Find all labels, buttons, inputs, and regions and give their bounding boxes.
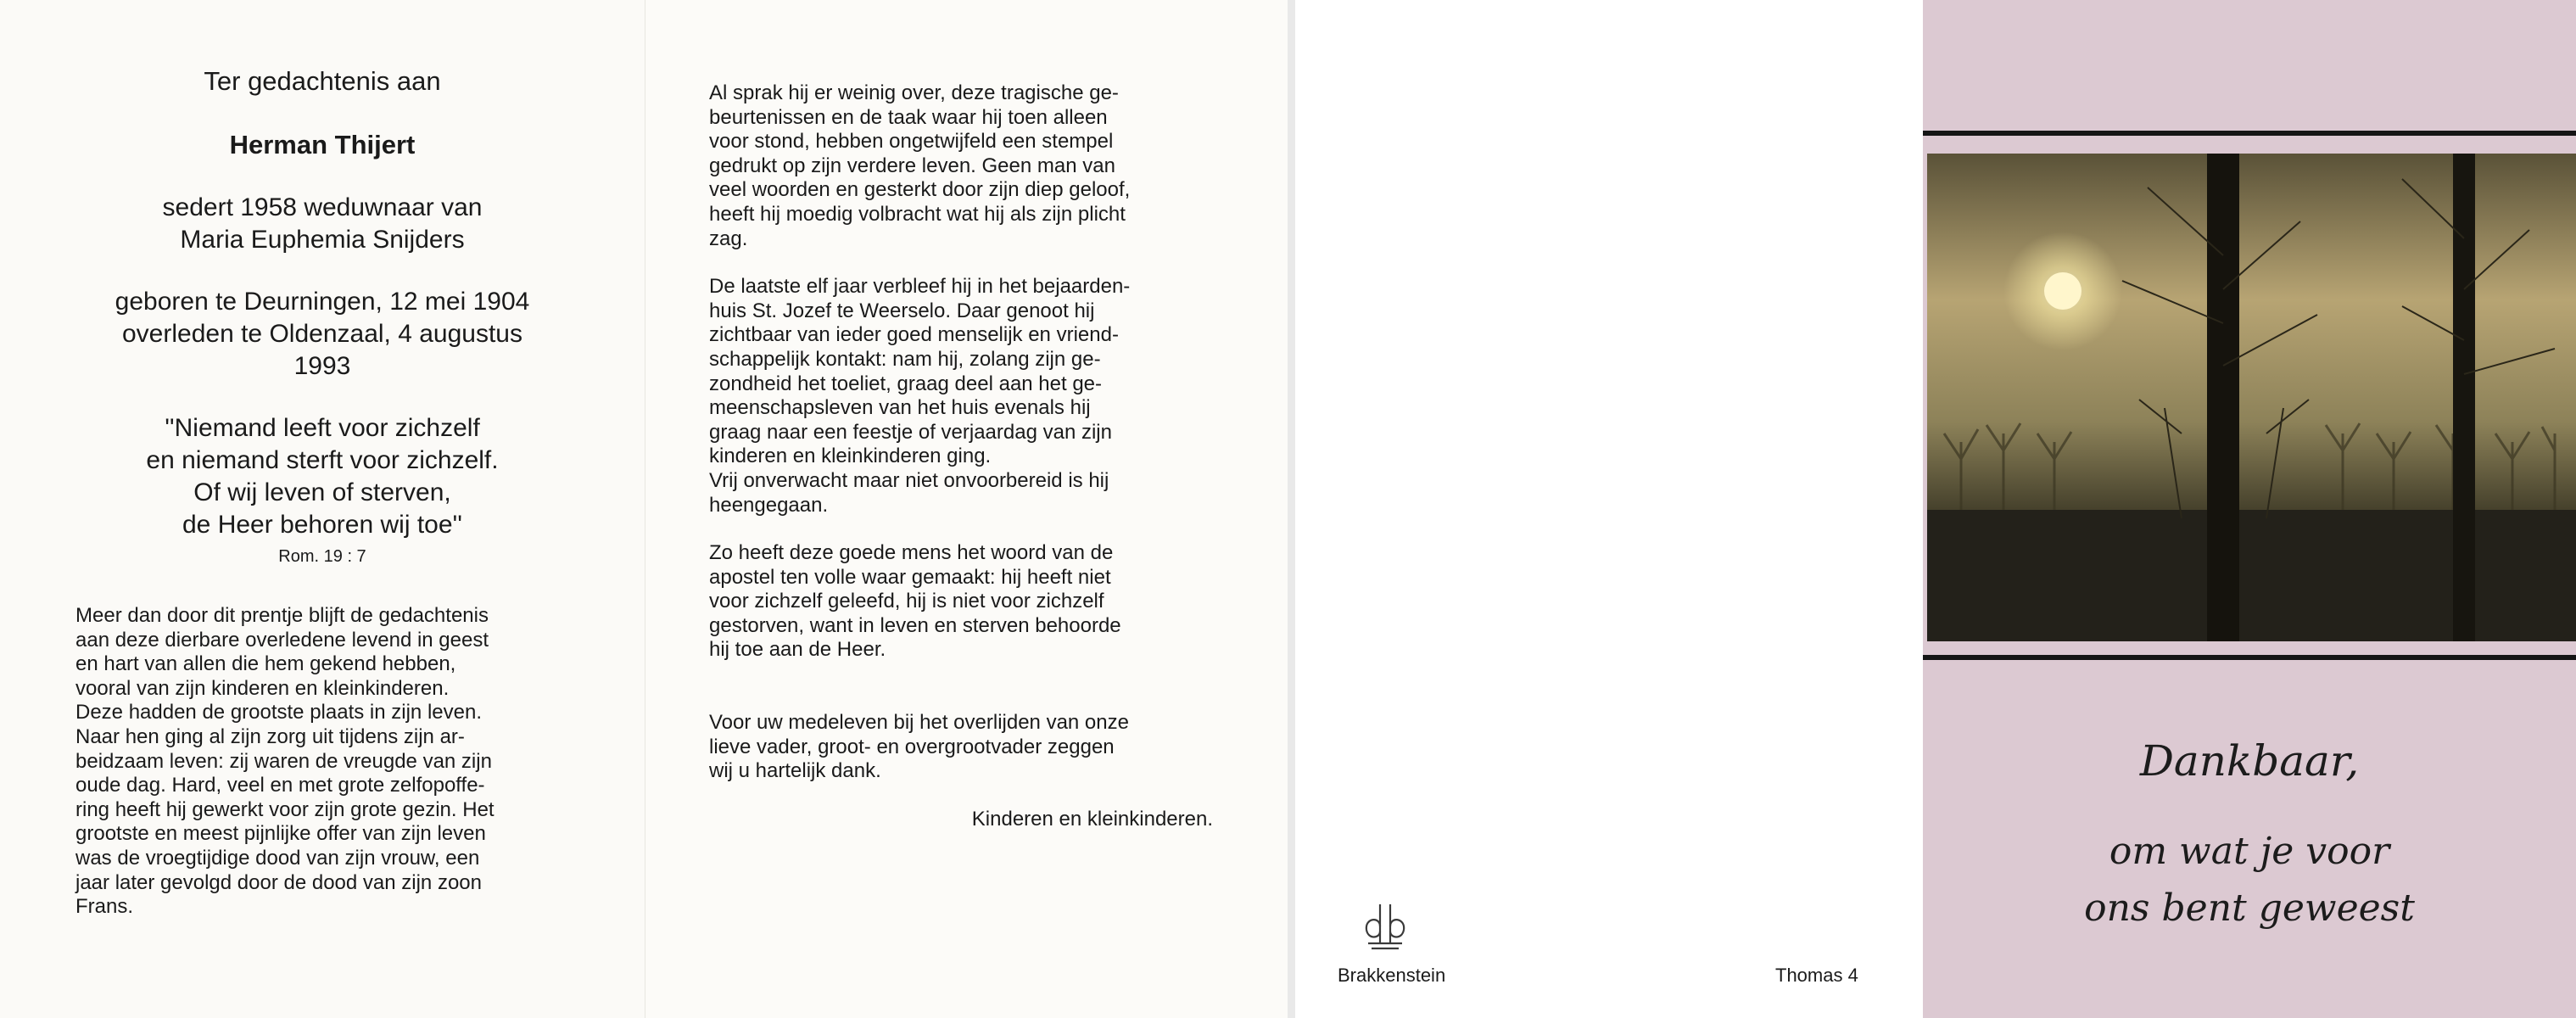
text-line: huis St. Jozef te Weerselo. Daar genoot hij xyxy=(709,299,1095,322)
text-line: Meer dan door dit prentje blijft de gedachtenis xyxy=(75,604,489,627)
text-line: Frans. xyxy=(75,895,134,919)
birth-line: geboren te Deurningen, 12 mei 1904 xyxy=(115,288,530,316)
death-line-1: overleden te Oldenzaal, 4 augustus xyxy=(122,320,522,348)
text-line: Vrij onverwacht maar niet onvoorbereid is hij xyxy=(709,468,1109,492)
text-line: vooral van zijn kinderen en kleinkinderen. xyxy=(75,676,450,700)
text-line: Deze hadden de grootste plaats in zijn leven. xyxy=(75,701,482,724)
quote-line: en niemand sterft voor zichzelf. xyxy=(146,446,499,474)
text-line: heengegaan. xyxy=(709,493,829,517)
card-panel-left xyxy=(0,0,645,1018)
text-line: zondheid het toeliet, graag deel aan het ge- xyxy=(709,372,1103,395)
publisher-name: Brakkenstein xyxy=(1338,965,1446,986)
quote-line: Of wij leven of sterven, xyxy=(193,478,451,506)
text-line: kinderen en kleinkinderen ging. xyxy=(709,445,992,468)
text-line: gedrukt op zijn verdere leven. Geen man van xyxy=(709,154,1115,177)
text-line: heeft hij moedig volbracht wat hij als zijn plicht xyxy=(709,202,1126,226)
card-front xyxy=(1923,0,2576,1018)
text-line: Naar hen ging al zijn zorg uit tijdens zijn ar- xyxy=(75,724,465,748)
text-line: voor stond, hebben ongetwijfeld een stempel xyxy=(709,130,1114,154)
text-line: voor zichzelf geleefd, hij is niet voor zichzelf xyxy=(709,590,1104,613)
text-line: De laatste elf jaar verbleef hij in het bejaarden- xyxy=(709,275,1131,299)
signature: Kinderen en kleinkinderen. xyxy=(971,807,1213,831)
text-line: lieve vader, groot- en overgrootvader zeggen xyxy=(709,735,1115,758)
text-line: aan deze dierbare overledene levend in geest xyxy=(75,628,489,652)
text-line: grootste en meest pijnlijke offer van zijn leven xyxy=(75,822,486,846)
card-code: Thomas 4 xyxy=(1775,965,1858,986)
text-line: Zo heeft deze goede mens het woord van de xyxy=(709,541,1114,565)
text-line: meenschapsleven van het huis evenals hij xyxy=(709,396,1091,420)
text-line: zag. xyxy=(709,227,748,250)
quote-reference: Rom. 19 : 7 xyxy=(278,547,366,566)
widower-line-1: sedert 1958 weduwnaar van xyxy=(162,193,483,221)
top-band xyxy=(1923,131,2576,136)
deceased-name: Herman Thijert xyxy=(229,130,416,159)
text-line: en hart van allen die hem gekend hebben, xyxy=(75,652,456,676)
text-line: apostel ten volle waar gemaakt: hij heeft niet xyxy=(709,565,1111,589)
text-line: beidzaam leven: zij waren de vreugde van zijn xyxy=(75,749,492,773)
quote-line: de Heer behoren wij toe'' xyxy=(182,511,462,539)
text-line: hij toe aan de Heer. xyxy=(709,638,886,662)
quote-line: ''Niemand leeft voor zichzelf xyxy=(165,414,480,442)
brakkenstein-logo-icon xyxy=(1361,901,1409,954)
script-line: om wat je voor xyxy=(2109,830,2390,873)
text-line: wij u hartelijk dank. xyxy=(709,759,881,783)
memorial-text-continued xyxy=(709,81,1213,831)
text-line: zichtbaar van ieder goed menselijk en vriend- xyxy=(709,323,1119,347)
death-line-2: 1993 xyxy=(293,352,351,380)
text-line: gestorven, want in leven en sterven behoorde xyxy=(709,613,1121,637)
text-line: veel woorden en gesterkt door zijn diep geloof, xyxy=(709,178,1131,202)
memorial-heading: Ter gedachtenis aan xyxy=(204,66,441,96)
card-panel-back xyxy=(1295,0,1923,1018)
script-line: Dankbaar, xyxy=(2139,736,2360,786)
text-line: beurtenissen en de taak waar hij toen alleen xyxy=(709,105,1108,129)
text-line: was de vroegtijdige dood van zijn vrouw, een xyxy=(75,846,480,870)
misty-sunrise-trees-photo xyxy=(1927,154,2576,641)
card-panel-middle xyxy=(645,0,1288,1018)
widower-line-2: Maria Euphemia Snijders xyxy=(180,226,465,254)
text-line: oude dag. Hard, veel en met grote zelfopoffe- xyxy=(75,774,485,797)
text-line: schappelijk kontakt: nam hij, zolang zijn ge- xyxy=(709,347,1101,371)
text-line: ring heeft hij gewerkt voor zijn grote gezin. Het xyxy=(75,797,495,821)
text-line: Al sprak hij er weinig over, deze tragische ge- xyxy=(709,81,1119,104)
script-line: ons bent geweest xyxy=(2084,887,2415,930)
memorial-text xyxy=(75,604,573,920)
fold-divider xyxy=(1288,0,1295,1018)
text-line: Voor uw medeleven bij het overlijden van onze xyxy=(709,711,1129,735)
bottom-band xyxy=(1923,655,2576,660)
text-line: jaar later gevolgd door de dood van zijn zoon xyxy=(75,870,482,894)
text-line: graag naar een feestje of verjaardag van zijn xyxy=(709,420,1112,444)
